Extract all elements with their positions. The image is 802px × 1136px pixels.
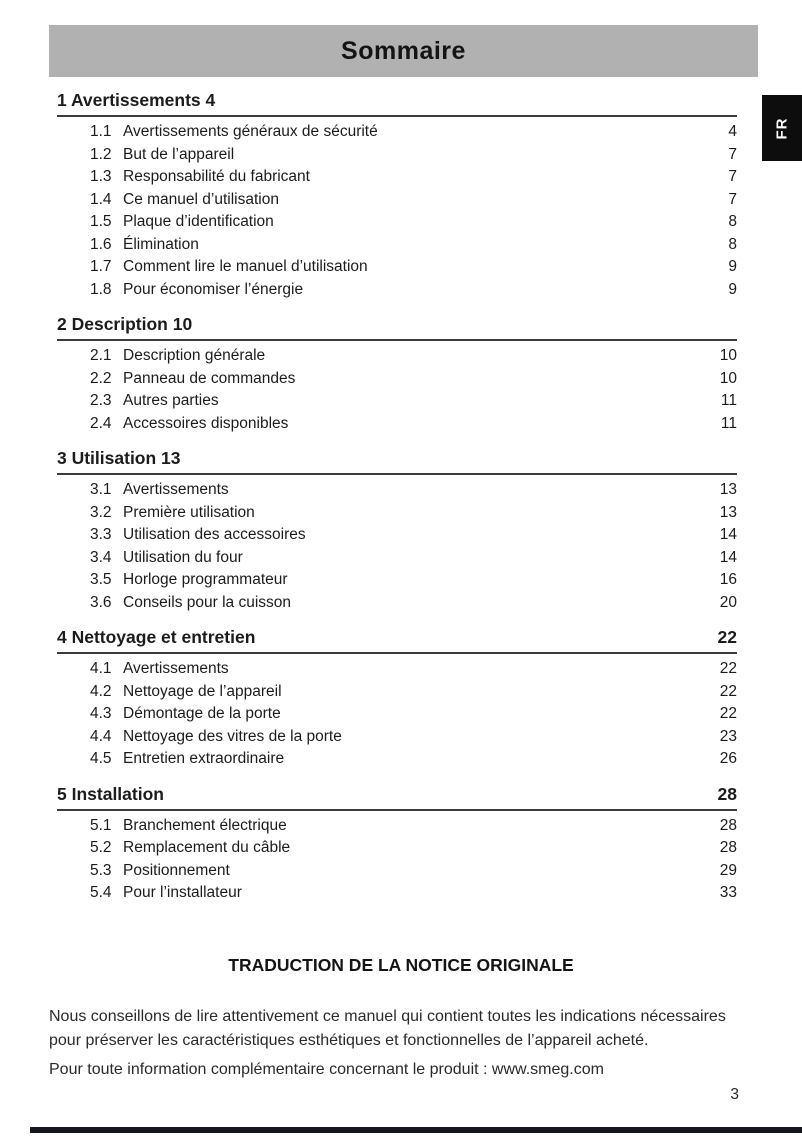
toc-entry-title: Nettoyage de l’appareil	[123, 682, 282, 700]
toc-entry	[57, 703, 737, 726]
toc-entry-number: 1.1	[90, 123, 112, 140]
toc-entry-title: Entretien extraordinaire	[123, 750, 285, 767]
toc-entry-page-number: 20	[719, 593, 737, 611]
toc-entry-number: 3.6	[90, 593, 112, 611]
toc-entry	[57, 547, 737, 570]
toc-section-title: 2 Description 10	[57, 314, 193, 334]
toc-entry-page-number: 23	[719, 727, 737, 745]
toc-entry	[57, 592, 737, 615]
toc-entry-title: Positionnement	[123, 861, 230, 879]
table-of-contents	[57, 90, 737, 918]
toc-entry-page-number: 14	[719, 526, 737, 543]
toc-entry-title: Avertissements généraux de sécurité	[123, 123, 378, 140]
toc-entry-number: 1.3	[90, 168, 112, 185]
toc-entry-title: Remplacement du câble	[123, 839, 291, 856]
toc-entry-title: Ce manuel d’utilisation	[123, 190, 279, 208]
toc-entry-title: Utilisation des accessoires	[123, 526, 306, 543]
footer-paragraph: Nous conseillons de lire attentivement ce manuel qui contient toutes les indications nécessaires pour préserver les caractéristiques esthétiques et fonctionnelles de l’appareil acheté.	[49, 1008, 726, 1049]
toc-entry-page-number: 28	[719, 816, 737, 834]
toc-section-entries	[57, 811, 737, 905]
toc-entry-number: 4.2	[90, 682, 112, 700]
toc-entry-title: Responsabilité du fabricant	[123, 168, 310, 185]
toc-entry	[57, 502, 737, 525]
toc-entry-title: Conseils pour la cuisson	[123, 593, 292, 611]
toc-entry-number: 1.5	[90, 213, 112, 230]
toc-section-entries	[57, 654, 737, 771]
toc-section-heading	[57, 90, 737, 117]
toc-entry-title: Élimination	[123, 235, 199, 253]
toc-entry-number: 1.7	[90, 258, 112, 275]
toc-entry-number: 4.4	[90, 727, 112, 745]
toc-entry-number: 3.3	[90, 526, 112, 543]
toc-entry-page-number: 13	[719, 503, 737, 521]
toc-entry-title: Plaque d’identification	[123, 213, 274, 230]
toc-entry-title: Horloge programmateur	[123, 571, 288, 588]
toc-entry-number: 5.3	[90, 861, 112, 879]
toc-entry-number: 1.8	[90, 280, 112, 298]
toc-entry	[57, 144, 737, 167]
toc-entry-page-number: 14	[719, 548, 737, 566]
toc-entry	[57, 837, 737, 860]
toc-entry-page-number: 10	[719, 347, 737, 364]
toc-entry-number: 4.1	[90, 660, 112, 677]
toc-entry-page-number: 22	[719, 660, 737, 677]
toc-section-heading	[57, 627, 737, 654]
toc-section-page-number: 22	[717, 627, 737, 647]
toc-entry-page-number: 10	[719, 369, 737, 387]
toc-entry-page-number: 33	[719, 884, 737, 901]
toc-section-entries	[57, 117, 737, 301]
toc-entry	[57, 569, 737, 592]
toc-section-page-number: 28	[717, 783, 737, 804]
toc-entry-number: 2.3	[90, 392, 112, 409]
toc-entry-title: Comment lire le manuel d’utilisation	[123, 258, 368, 275]
toc-section-heading	[57, 448, 737, 475]
toc-section-entries	[57, 341, 737, 435]
toc-entry-title: Pour l’installateur	[123, 884, 242, 901]
bottom-rule	[30, 1127, 802, 1133]
toc-entry	[57, 234, 737, 257]
toc-section	[57, 784, 737, 905]
toc-entry	[57, 256, 737, 279]
toc-entry-page-number: 26	[719, 750, 737, 767]
toc-entry-title: Avertissements	[123, 660, 229, 677]
footer-text	[49, 1005, 761, 1082]
toc-entry-title: Démontage de la porte	[123, 705, 281, 722]
toc-entry-title: Accessoires disponibles	[123, 414, 289, 432]
toc-entry	[57, 279, 737, 302]
footer-paragraph: Pour toute information complémentaire concernant le produit : www.smeg.com	[49, 1061, 604, 1078]
toc-entry-page-number: 7	[728, 190, 737, 208]
toc-entry-number: 3.2	[90, 503, 112, 521]
toc-entry-page-number: 22	[719, 705, 737, 722]
toc-entry-number: 4.5	[90, 750, 112, 767]
toc-section-title: 4 Nettoyage et entretien	[57, 627, 256, 647]
toc-entry-number: 2.4	[90, 414, 112, 432]
toc-entry-number: 5.1	[90, 816, 112, 834]
toc-section	[57, 90, 737, 301]
toc-entry-page-number: 7	[728, 168, 737, 185]
toc-entry	[57, 211, 737, 234]
toc-entry-number: 1.4	[90, 190, 112, 208]
toc-entry-number: 2.2	[90, 369, 112, 387]
toc-entry	[57, 860, 737, 883]
toc-entry-page-number: 9	[728, 280, 737, 298]
toc-section	[57, 314, 737, 435]
toc-entry	[57, 479, 737, 502]
toc-entry-page-number: 22	[719, 682, 737, 700]
toc-section-title: 3 Utilisation 13	[57, 448, 181, 468]
toc-entry-title: Panneau de commandes	[123, 369, 296, 387]
toc-section	[57, 448, 737, 614]
toc-entry-page-number: 29	[719, 861, 737, 879]
toc-entry	[57, 121, 737, 144]
toc-section-heading	[57, 314, 737, 341]
toc-entry	[57, 658, 737, 681]
toc-entry	[57, 726, 737, 749]
toc-entry-page-number: 16	[719, 571, 737, 588]
toc-entry	[57, 166, 737, 189]
toc-entry	[57, 390, 737, 413]
toc-entry-page-number: 7	[728, 145, 737, 163]
toc-entry	[57, 368, 737, 391]
toc-entry-page-number: 8	[728, 235, 737, 253]
toc-entry	[57, 815, 737, 838]
toc-entry-title: But de l’appareil	[123, 145, 235, 163]
translation-heading: TRADUCTION DE LA NOTICE ORIGINALE	[228, 955, 574, 975]
page-header-banner	[49, 25, 758, 77]
toc-section-title: 1 Avertissements 4	[57, 90, 216, 110]
toc-entry-page-number: 28	[719, 839, 737, 856]
toc-entry-page-number: 9	[728, 258, 737, 275]
toc-entry	[57, 882, 737, 905]
toc-section-title: 5 Installation	[57, 783, 164, 804]
toc-section	[57, 627, 737, 771]
toc-entry-title: Autres parties	[123, 392, 219, 409]
toc-entry	[57, 681, 737, 704]
toc-entry-title: Description générale	[123, 347, 266, 364]
page-number: 3	[730, 1086, 739, 1103]
toc-entry-number: 1.6	[90, 235, 112, 253]
toc-entry	[57, 189, 737, 212]
toc-entry-page-number: 8	[728, 213, 737, 230]
toc-entry-number: 1.2	[90, 145, 112, 163]
language-tab-label: FR	[773, 117, 791, 139]
toc-entry-title: Branchement électrique	[123, 816, 287, 834]
toc-section-heading	[57, 784, 737, 811]
toc-entry-title: Avertissements	[123, 481, 229, 498]
toc-entry-number: 4.3	[90, 705, 112, 722]
toc-entry	[57, 524, 737, 547]
toc-entry	[57, 345, 737, 368]
toc-section-entries	[57, 475, 737, 614]
toc-entry-page-number: 13	[719, 481, 737, 498]
toc-entry-number: 3.5	[90, 571, 112, 588]
toc-entry-number: 5.4	[90, 884, 112, 901]
toc-entry-page-number: 4	[728, 123, 737, 140]
toc-entry-number: 2.1	[90, 347, 112, 364]
toc-entry-number: 3.4	[90, 548, 112, 566]
toc-entry-page-number: 11	[720, 392, 737, 409]
toc-entry-number: 5.2	[90, 839, 112, 856]
toc-entry-title: Première utilisation	[123, 503, 255, 521]
toc-entry-title: Utilisation du four	[123, 548, 243, 566]
toc-entry	[57, 748, 737, 771]
toc-entry	[57, 413, 737, 436]
page-title: Sommaire	[341, 36, 466, 65]
toc-entry-number: 3.1	[90, 481, 112, 498]
toc-entry-title: Pour économiser l’énergie	[123, 280, 304, 298]
language-tab-fr	[762, 95, 802, 161]
toc-entry-page-number: 11	[720, 414, 737, 432]
toc-entry-title: Nettoyage des vitres de la porte	[123, 727, 342, 745]
